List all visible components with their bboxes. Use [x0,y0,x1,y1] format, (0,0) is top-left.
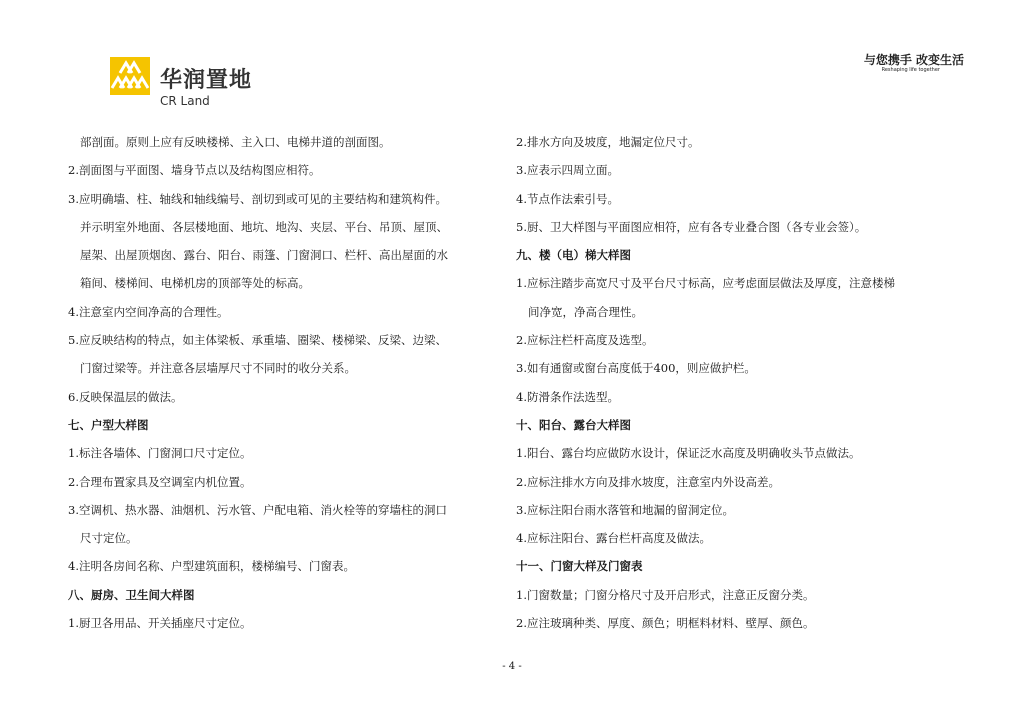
text-line: 3.空调机、热水器、油烟机、污水管、户配电箱、消火栓等的穿墙柱的洞口 [68,502,447,517]
text-line: 4.注明各房间名称、户型建筑面积，楼梯编号、门窗表。 [68,559,355,574]
text-line: 并示明室外地面、各层楼地面、地坑、地沟、夹层、平台、吊顶、屋顶、 [80,219,448,234]
text-line: 1.标注各墙体、门窗洞口尺寸定位。 [68,446,252,461]
right-column [516,128,956,637]
section-heading: 十一、门窗大样及门窗表 [516,559,643,574]
text-line: 部剖面。原则上应有反映楼梯、主入口、电梯井道的剖面图。 [80,135,391,149]
section-heading: 九、楼（电）梯大样图 [516,248,631,263]
page-number: - 4 - [502,661,522,672]
text-line: 3.应表示四周立面。 [516,163,619,178]
logo-english-name: CR Land [160,94,210,108]
text-line: 屋架、出屋顶烟囱、露台、阳台、雨篷、门窗洞口、栏杆、高出屋面的水 [80,248,448,263]
text-line: 4.节点作法索引号。 [516,191,619,206]
text-line: 3.应标注阳台雨水落管和地漏的留洞定位。 [516,502,734,517]
section-heading: 七、户型大样图 [68,417,149,432]
text-line: 4.应标注阳台、露台栏杆高度及做法。 [516,531,711,546]
slogan-chinese: 与您携手 改变生活 [863,53,964,67]
text-line: 5.厨、卫大样图与平面图应相符，应有各专业叠合图（各专业会签）。 [516,219,867,234]
text-line: 1.应标注踏步高宽尺寸及平台尺寸标高，应考虑面层做法及厚度，注意楼梯 [516,276,895,291]
text-line: 2.合理布置家具及空调室内机位置。 [68,474,252,489]
text-line: 门窗过梁等。并注意各层墙厚尺寸不同时的收分关系。 [80,361,356,376]
logo-chinese-name: 华润置地 [160,68,253,93]
slogan-english: Reshaping life together [881,67,940,73]
text-line: 1.门窗数量；门窗分格尺寸及开启形式，注意正反窗分类。 [516,587,815,602]
text-line: 3.应明确墙、柱、轴线和轴线编号、剖切到或可见的主要结构和建筑构件。 [68,191,447,206]
section-heading: 八、厨房、卫生间大样图 [68,587,195,602]
text-line: 2.剖面图与平面图、墙身节点以及结构图应相符。 [68,163,321,178]
text-line: 5.应反映结构的特点，如主体梁板、承重墙、圈梁、楼梯梁、反梁、边梁、 [68,333,447,348]
text-line: 6.反映保温层的做法。 [68,389,183,404]
section-heading: 十、阳台、露台大样图 [516,417,631,432]
text-line: 间净宽，净高合理性。 [528,304,643,319]
text-line: 4.防滑条作法选型。 [516,389,619,404]
text-line: 2.应标注排水方向及排水坡度，注意室内外设高差。 [516,474,780,489]
text-line: 尺寸定位。 [80,531,138,546]
cr-land-logo-icon [110,57,150,95]
text-line: 箱间、楼梯间、电梯机房的顶部等处的标高。 [80,276,310,291]
text-line: 1.阳台、露台均应做防水设计，保证泛水高度及明确收头节点做法。 [516,446,861,461]
text-line: 2.应注玻璃种类、厚度、颜色；明框料材料、壁厚、颜色。 [516,616,815,631]
text-line: 4.注意室内空间净高的合理性。 [68,304,229,319]
text-line: 1.厨卫各用品、开关插座尺寸定位。 [68,616,252,631]
text-line: 3.如有通窗或窗台高度低于400，则应做护栏。 [516,361,756,376]
text-line: 2.应标注栏杆高度及选型。 [516,333,654,348]
text-line: 2.排水方向及坡度，地漏定位尺寸。 [516,135,700,149]
left-column [68,128,498,637]
